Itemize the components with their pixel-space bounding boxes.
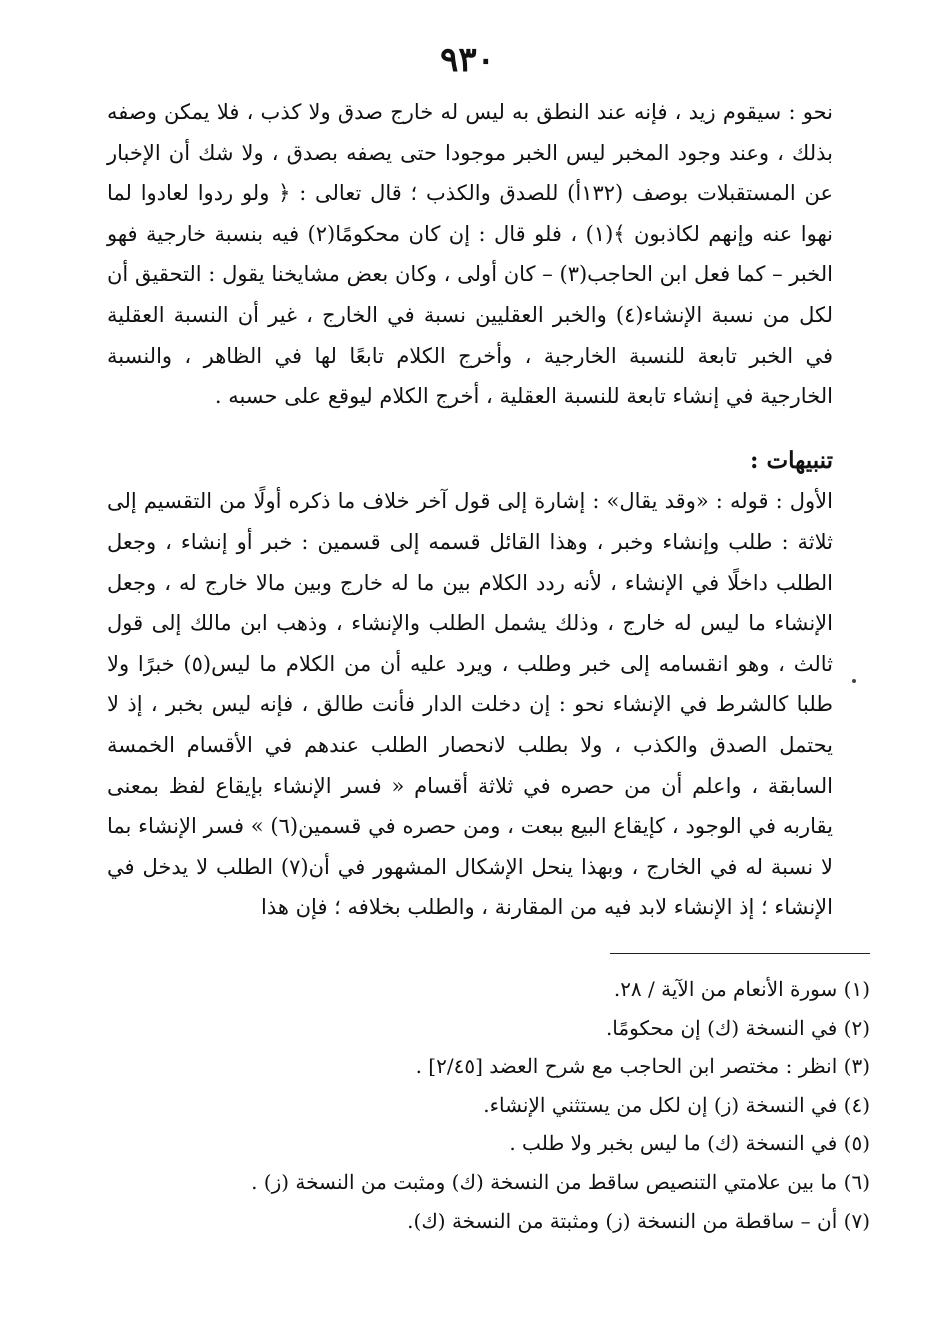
footnote-4: (٤) في النسخة (ز) إن لكل من يستثني الإنشاء. [483, 1092, 870, 1117]
footnotes [180, 970, 870, 1240]
main-text [107, 92, 833, 928]
paragraph-2: الأول : قوله : «وقد يقال» : إشارة إلى قول آخر خلاف ما ذكره أولًا من التقسيم إلى ثلاثة : طلب وإنشاء وخبر ، وهذا القائل قسمه إلى قسمين : خبر أو إنشاء ، وجعل الطلب داخلًا في الإنشاء ، لأنه ردد الكلام بين ما له خارج وبين مالا خارج له ، وجعل الإنشاء ما ليس له خارج ، وذلك يشمل الطلب والإنشاء ، وذهب ابن مالك إلى قول ثالث ، وهو انقسامه إلى خبر وطلب ، ويرد عليه أن من الكلام ما ليس(٥) خبرًا ولا طلبا كالشرط في الإنشاء نحو : إن دخلت الدار فأنت طالق ، فإنه ليس بخبر ، إذ لا يحتمل الصدق والكذب ، ولا بطلب لانحصار الطلب عندهم في الأقسام الخمسة السابقة ، واعلم أن من حصره في ثلاثة أقسام « فسر الإنشاء بإيقاع لفظ بمعنى يقاربه في الوجود ، كإيقاع البيع ببعت ، ومن حصره في قسمين(٦) » فسر الإنشاء بما لا نسبة له في الخارج ، وبهذا ينحل الإشكال المشهور في أن(٧) الطلب لا يدخل في الإنشاء ؛ إذ الإنشاء لابد فيه من المقارنة ، والطلب بخلافه ؛ فإن هذا [107, 489, 833, 920]
page-number: ٩٣٠ [440, 40, 495, 80]
footnote-3: (٣) انظر : مختصر ابن الحاجب مع شرح العضد [٢/٤٥] . [415, 1054, 870, 1079]
section-heading: تنبيهات : [750, 446, 833, 474]
footnote-6: (٦) ما بين علامتي التنصيص ساقط من النسخة (ك) ومثبت من النسخة (ز) . [251, 1169, 870, 1194]
footnote-7: (٧) أن – ساقطة من النسخة (ز) ومثبتة من النسخة (ك). [407, 1208, 870, 1233]
paragraph-gap [107, 417, 833, 441]
footnote-5: (٥) في النسخة (ك) ما ليس بخبر ولا طلب . [509, 1131, 870, 1156]
footnote-separator [610, 953, 870, 954]
margin-mark [852, 679, 856, 683]
footnote-1: (١) سورة الأنعام من الآية / ٢٨. [613, 977, 870, 1001]
paragraph-1: نحو : سيقوم زيد ، فإنه عند النطق به ليس له خارج صدق ولا كذب ، فلا يمكن وصفه بذلك ، وعند وجود المخبر ليس الخبر موجودا حتى يصفه بصدق ، ولا شك أن الإخبار عن المستقبلات بوصف (١٣٢أ) للصدق والكذب ؛ قال تعالى : ﴿ ولو ردوا لعادوا لما نهوا عنه وإنهم لكاذبون ﴾(١) ، فلو قال : إن كان محكومًا(٢) فيه بنسبة خارجية فهو الخبر – كما فعل ابن الحاجب(٣) – كان أولى ، وكان بعض مشايخنا يقول : التحقيق أن لكل من نسبة الإنشاء(٤) والخبر العقليين نسبة في الخارج ، غير أن النسبة العقلية في الخبر تابعة للنسبة الخارجية ، وأخرج الكلام تابعًا لها في الظاهر ، والنسبة الخارجية في إنشاء تابعة للنسبة العقلية ، أخرج الكلام ليوقع على حسبه . [107, 100, 834, 409]
footnote-2: (٢) في النسخة (ك) إن محكومًا. [605, 1015, 870, 1040]
